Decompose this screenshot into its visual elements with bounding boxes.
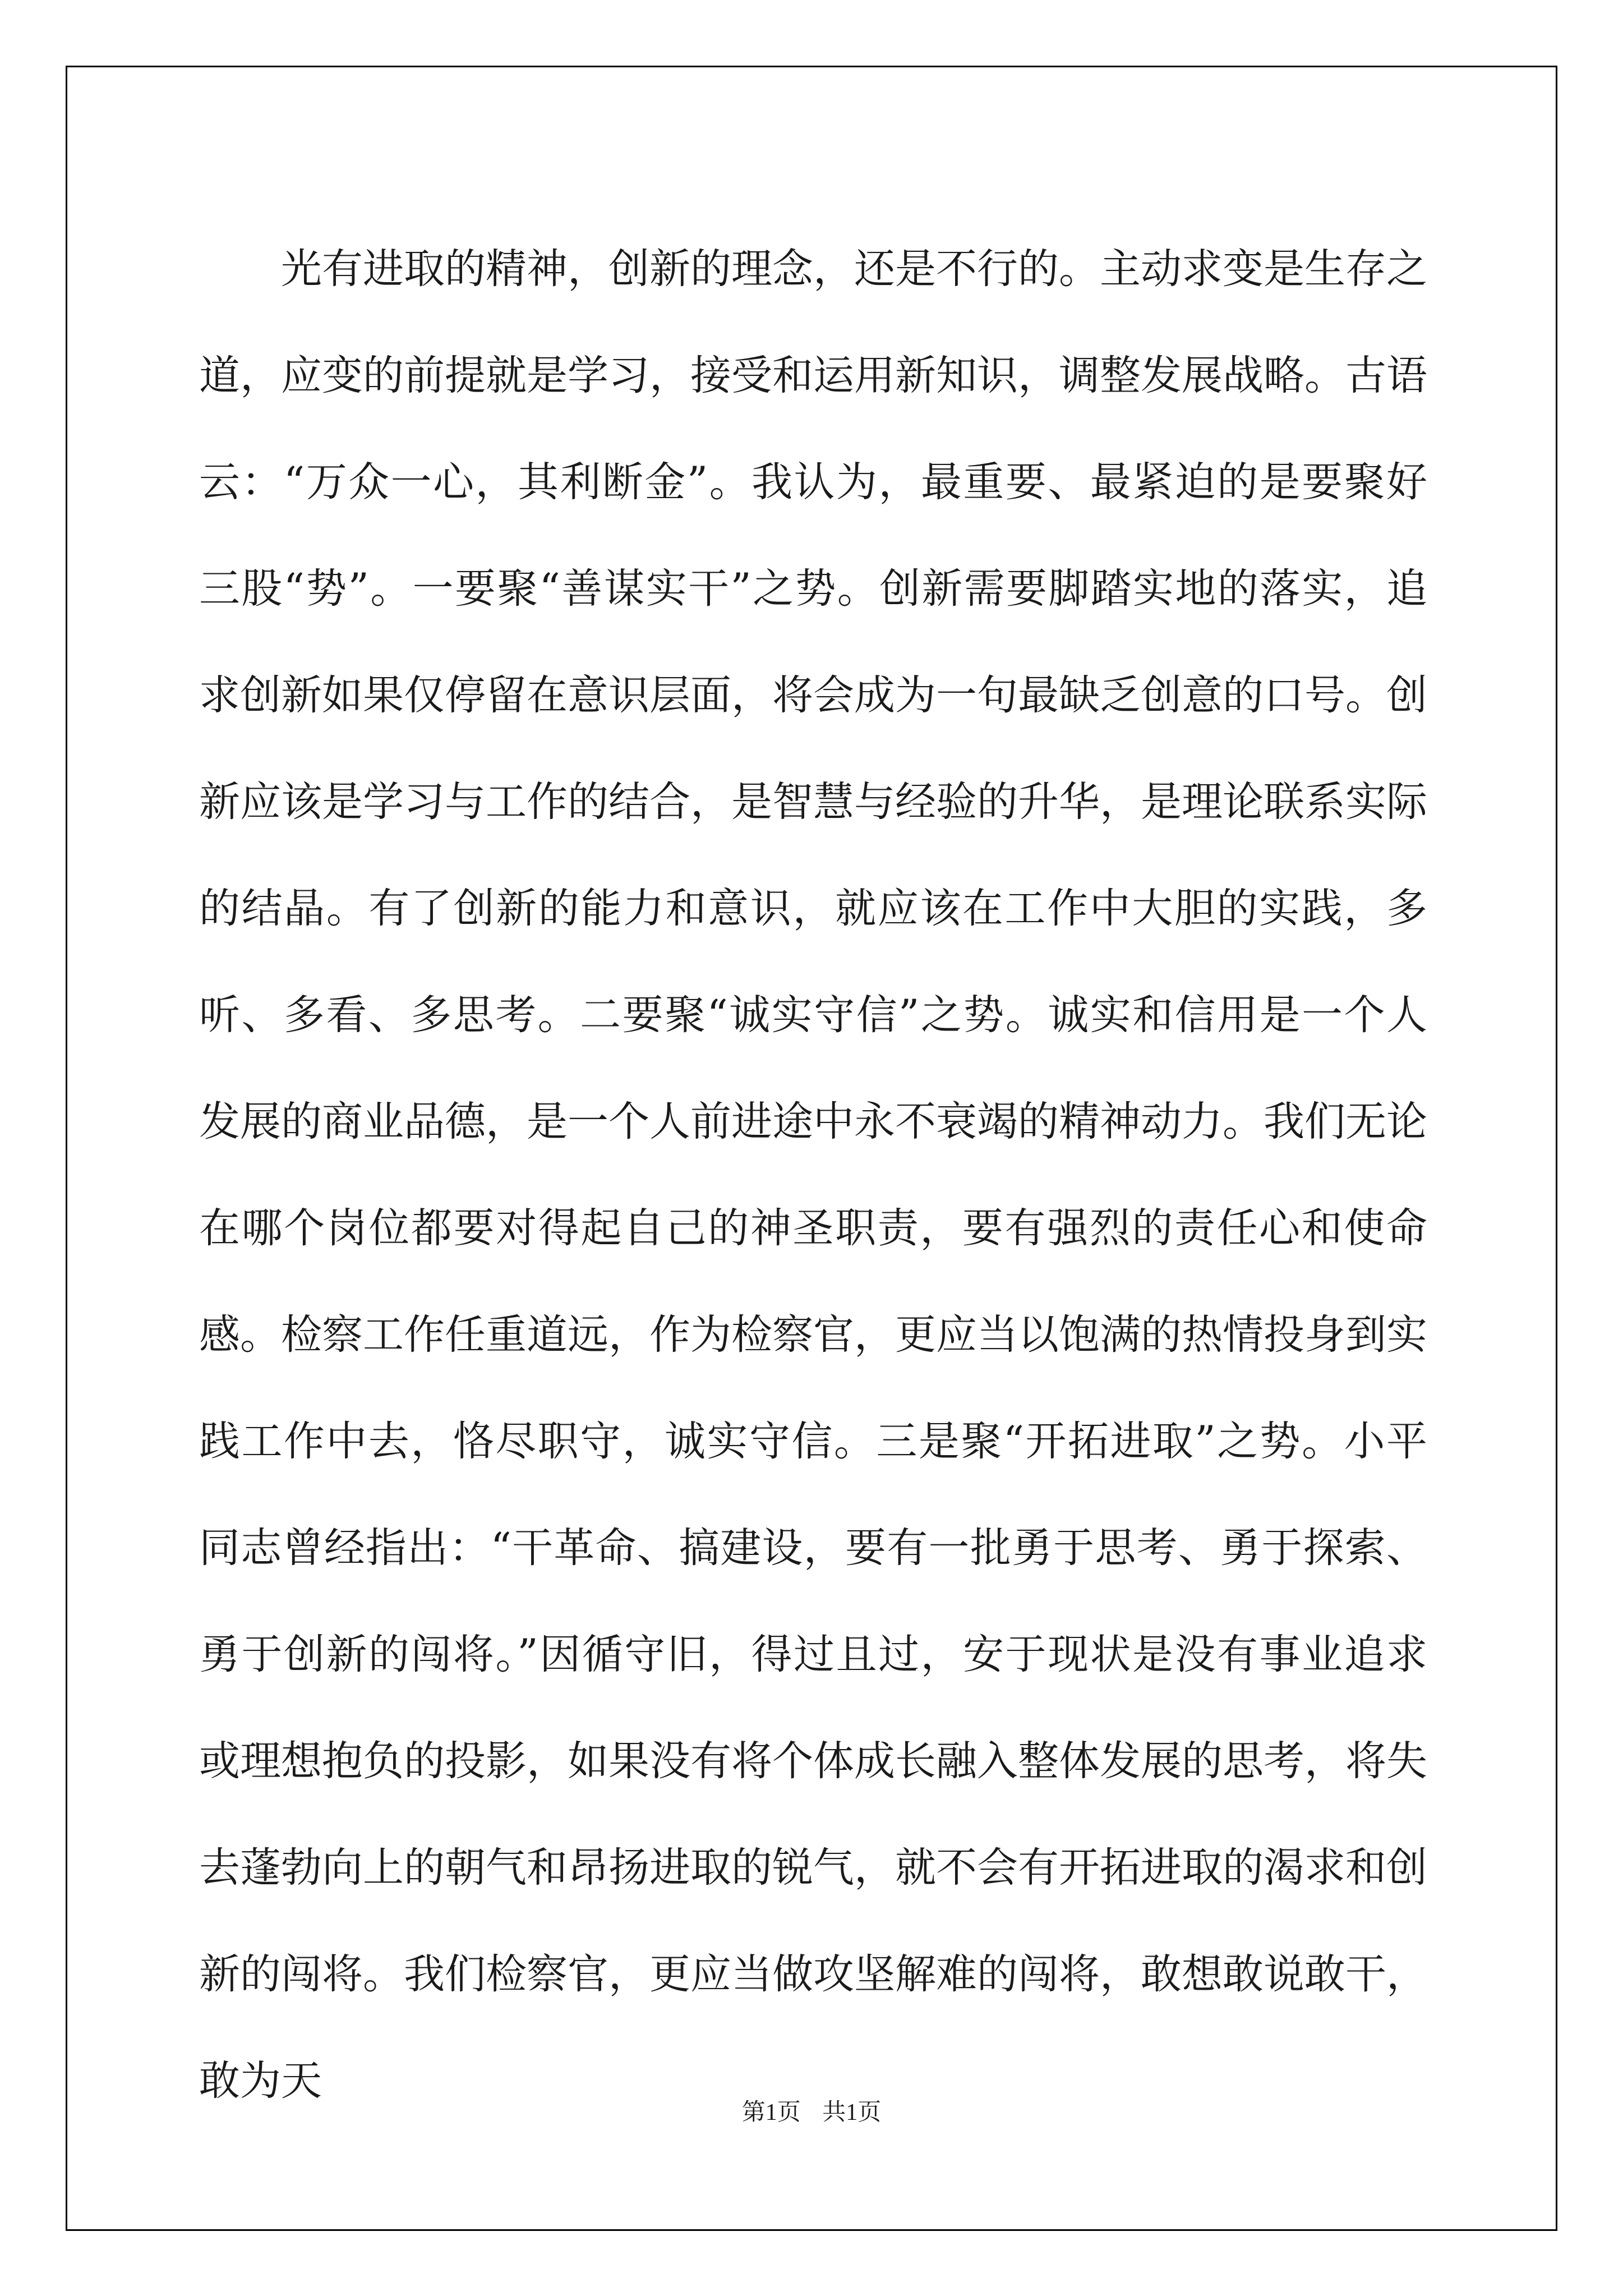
page-number-total: 共1页 [822,2100,882,2125]
page-footer [0,2097,1623,2128]
body-paragraph: 光有进取的精神，创新的理念，还是不行的。主动求变是生存之道，应变的前提就是学习，接受和运用新知识，调整发展战略。古语云：“万众一心，其利断金”。我认为，最重要、最紧迫的是要聚好三股“势”。一要聚“善谋实干”之势。创新需要脚踏实地的落实，追求创新如果仅停留在意识层面，将会成为一句最缺乏创意的口号。创新应该是学习与工作的结合，是智慧与经验的升华，是理论联系实际的结晶。有了创新的能力和意识，就应该在工作中大胆的实践，多听、多看、多思考。二要聚“诚实守信”之势。诚实和信用是一个人发展的商业品德，是一个人前进途中永不衰竭的精神动力。我们无论在哪个岗位都要对得起自己的神圣职责，要有强烈的责任心和使命感。检察工作任重道远，作为检察官，更应当以饱满的热情投身到实践工作中去，恪尽职守，诚实守信。三是聚“开拓进取”之势。小平同志曾经指出：“干革命、搞建设，要有一批勇于思考、勇于探索、勇于创新的闯将。”因循守旧，得过且过，安于现状是没有事业追求或理想抱负的投影，如果没有将个体成长融入整体发展的思考，将失去蓬勃向上的朝气和昂扬进取的锐气，就不会有开拓进取的渴求和创新的闯将。我们检察官，更应当做攻坚解难的闯将，敢想敢说敢干，敢为天 [199,245,1427,2105]
page-number-current: 第1页 [741,2100,801,2125]
